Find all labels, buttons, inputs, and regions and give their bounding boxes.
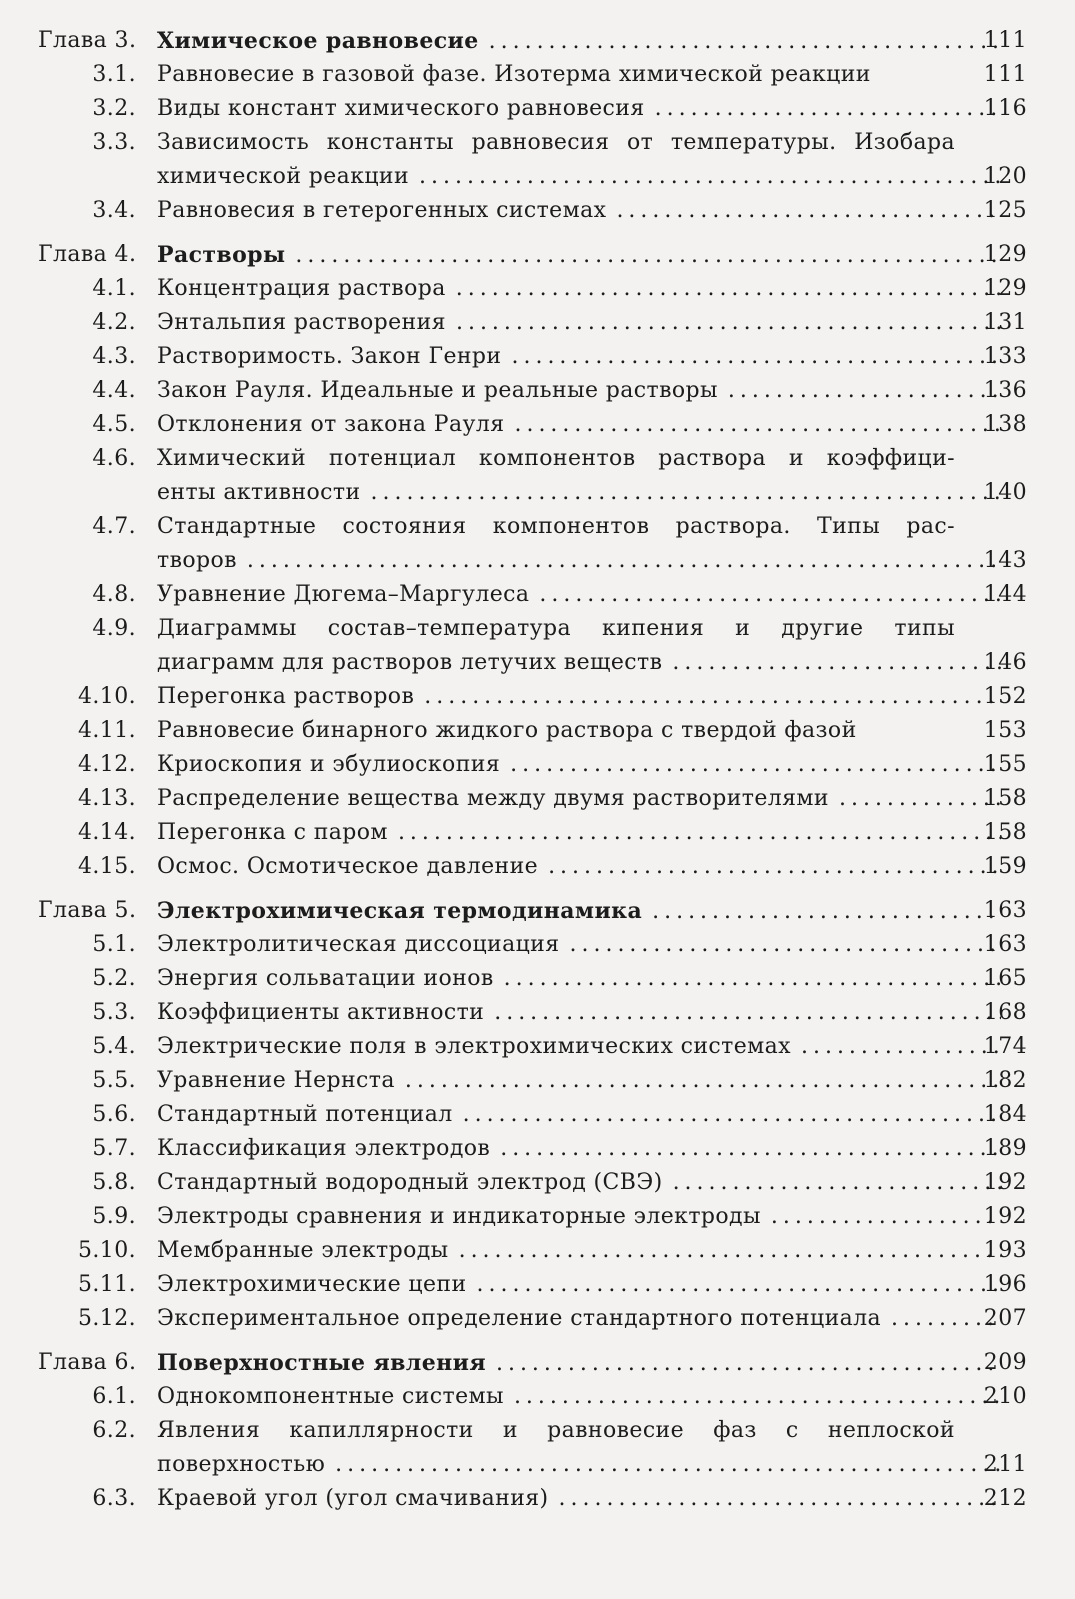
page-number: 174: [983, 1034, 1027, 1059]
entry-title: Электрохимические цепи: [157, 1272, 467, 1297]
toc-section-entry: [0, 340, 1075, 374]
entry-number: 4.9.: [92, 616, 136, 641]
toc-section-entry: [0, 1482, 1075, 1516]
entry-number: 5.3.: [92, 1000, 136, 1025]
toc-chapter-entry: [0, 1346, 1075, 1380]
toc-section-entry: [0, 782, 1075, 816]
page-number: 168: [983, 1000, 1027, 1025]
page-number: 189: [983, 1136, 1027, 1161]
entry-title-line: [157, 510, 955, 544]
dot-leader: [459, 1234, 1001, 1268]
page-number: 196: [983, 1272, 1027, 1297]
page-number: 129: [983, 242, 1027, 267]
dot-leader: [548, 850, 1001, 884]
dot-leader: [456, 272, 1001, 306]
entry-title-line: [157, 962, 1003, 996]
toc-section-entry: [0, 996, 1075, 1030]
entry-title-word: другие: [781, 616, 864, 641]
entry-title-word: раствора: [658, 446, 767, 471]
dot-leader: [570, 928, 1002, 962]
toc-section-entry: [0, 1166, 1075, 1200]
entry-title: Электролитическая диссоциация: [157, 932, 560, 957]
entry-title-line: [157, 92, 1003, 126]
entry-title-line: [157, 612, 955, 646]
dot-leader: [335, 1448, 1001, 1482]
toc-chapter-entry: [0, 24, 1075, 58]
entry-number: Глава 4.: [38, 242, 137, 267]
entry-title-line: [157, 1414, 955, 1448]
entry-title-line: [157, 306, 1003, 340]
entry-title-word: Химический: [157, 446, 307, 471]
toc-section-entry: [0, 748, 1075, 782]
page-number: 163: [983, 898, 1027, 923]
entry-title-line: [157, 1482, 1003, 1516]
entry-number: 4.12.: [78, 752, 136, 777]
entry-number: 6.2.: [92, 1418, 136, 1443]
dot-leader: [419, 160, 1001, 194]
toc-section-entry: [0, 928, 1075, 962]
entry-number: 5.1.: [92, 932, 136, 957]
page-number: 116: [983, 96, 1027, 121]
entry-title: творов: [157, 548, 237, 573]
entry-title-word: неплоской: [827, 1418, 955, 1443]
toc-section-entry: [0, 92, 1075, 126]
entry-title-line: [157, 928, 1003, 962]
toc-chapter-entry: [0, 238, 1075, 272]
entry-title: Равновесие в газовой фазе. Изотерма химической реакции: [157, 62, 871, 87]
entry-number: 5.5.: [92, 1068, 136, 1093]
dot-leader: [504, 962, 1001, 996]
entry-title-line: [157, 374, 1003, 408]
dot-leader: [771, 1200, 1001, 1234]
entry-number: Глава 3.: [38, 28, 137, 53]
entry-number: 5.9.: [92, 1204, 136, 1229]
toc-entry-continuation: [0, 476, 1075, 510]
toc-section-entry: [0, 1234, 1075, 1268]
entry-number: 4.11.: [78, 718, 136, 743]
entry-number: 4.6.: [92, 446, 136, 471]
entry-title-line: [157, 24, 1003, 59]
entry-title-word: с: [785, 1418, 799, 1443]
entry-title-line: [157, 1166, 1003, 1200]
entry-title-line: [157, 894, 1003, 929]
page-number: 212: [983, 1486, 1027, 1511]
toc-section-entry: [0, 1268, 1075, 1302]
entry-title-word: Зависимость: [157, 130, 310, 155]
entry-number: 4.2.: [92, 310, 136, 335]
toc-chapter-entry: [0, 894, 1075, 928]
entry-title-word: температуры.: [670, 130, 837, 155]
entry-number: 5.2.: [92, 966, 136, 991]
entry-title-line: [157, 1302, 1003, 1336]
page-number: 129: [983, 276, 1027, 301]
dot-leader: [494, 996, 1001, 1030]
page-number: 210: [983, 1384, 1027, 1409]
entry-title-word: рас-: [906, 514, 955, 539]
entry-title-line: [157, 996, 1003, 1030]
entry-title-line: [157, 194, 1003, 228]
entry-title: Растворы: [157, 242, 286, 268]
entry-title-word: и: [788, 446, 804, 471]
dot-leader: [247, 544, 1001, 578]
page-number: 211: [983, 1452, 1027, 1477]
toc-section-entry: [0, 1302, 1075, 1336]
page-number: 192: [983, 1204, 1027, 1229]
entry-title: Мембранные электроды: [157, 1238, 449, 1263]
entry-title: Закон Рауля. Идеальные и реальные растворы: [157, 378, 718, 403]
entry-title-line: [157, 578, 1003, 612]
entry-number: 3.4.: [92, 198, 136, 223]
toc-section-entry: [0, 510, 1075, 544]
page-number: 125: [983, 198, 1027, 223]
page-number: 143: [983, 548, 1027, 573]
page-number: 182: [983, 1068, 1027, 1093]
entry-title: Краевой угол (угол смачивания): [157, 1486, 549, 1511]
dot-leader: [672, 646, 1001, 680]
entry-number: 3.3.: [92, 130, 136, 155]
entry-title: Растворимость. Закон Генри: [157, 344, 502, 369]
entry-title: Классификация электродов: [157, 1136, 491, 1161]
toc-section-entry: [0, 194, 1075, 228]
entry-title-line: [157, 850, 1003, 884]
toc-section-entry: [0, 962, 1075, 996]
toc-section-entry: [0, 1098, 1075, 1132]
entry-title-word: типы: [894, 616, 955, 641]
entry-title: Коэффициенты активности: [157, 1000, 485, 1025]
entry-number: 4.8.: [92, 582, 136, 607]
entry-title: Поверхностные явления: [157, 1350, 486, 1376]
toc-section-entry: [0, 816, 1075, 850]
entry-title-line: [157, 816, 1003, 850]
page-number: 184: [983, 1102, 1027, 1127]
dot-leader: [514, 408, 1001, 442]
dot-leader: [500, 1132, 1001, 1166]
entry-title-line: [157, 782, 1003, 816]
page-number: 158: [983, 820, 1027, 845]
entry-title-line: [157, 748, 1003, 782]
dot-leader: [514, 1380, 1001, 1414]
toc-entry-continuation: [0, 1448, 1075, 1482]
page-number: 140: [983, 480, 1027, 505]
entry-number: 3.2.: [92, 96, 136, 121]
page-number: 133: [983, 344, 1027, 369]
entry-title: Энтальпия растворения: [157, 310, 446, 335]
page-number: 152: [983, 684, 1027, 709]
page-number: 146: [983, 650, 1027, 675]
entry-title-word: состояния: [342, 514, 467, 539]
entry-number: 4.7.: [92, 514, 136, 539]
toc-section-entry: [0, 1030, 1075, 1064]
toc-section-entry: [0, 578, 1075, 612]
dot-leader: [405, 1064, 1001, 1098]
dot-leader: [539, 578, 1001, 612]
entry-title: диаграмм для растворов летучих веществ: [157, 650, 663, 675]
entry-title-word: компонентов: [478, 446, 636, 471]
entry-title-line: [157, 238, 1003, 273]
entry-number: 5.8.: [92, 1170, 136, 1195]
entry-title-line: [157, 476, 1003, 510]
entry-number: 4.10.: [78, 684, 136, 709]
entry-title: Электрические поля в электрохимических системах: [157, 1034, 791, 1059]
entry-title: Криоскопия и эбулиоскопия: [157, 752, 501, 777]
entry-title-line: [157, 340, 1003, 374]
entry-title: химической реакции: [157, 164, 410, 189]
entry-title: Уравнение Дюгема–Маргулеса: [157, 582, 530, 607]
entry-title-word: равновесия: [471, 130, 610, 155]
entry-title-word: и: [735, 616, 751, 641]
entry-number: 3.1.: [92, 62, 136, 87]
entry-title-word: кипения: [602, 616, 705, 641]
page-number: 165: [983, 966, 1027, 991]
entry-title-line: [157, 544, 1003, 578]
entry-title: Отклонения от закона Рауля: [157, 412, 505, 437]
page-number: 209: [983, 1350, 1027, 1375]
entry-number: 4.1.: [92, 276, 136, 301]
page-number: 120: [983, 164, 1027, 189]
dot-leader: [673, 1166, 1001, 1200]
entry-title-word: потенциал: [328, 446, 457, 471]
dot-leader: [559, 1482, 1001, 1516]
entry-title: Электрохимическая термодинамика: [157, 898, 643, 924]
page-number: 138: [983, 412, 1027, 437]
toc-section-entry: [0, 680, 1075, 714]
toc-section-entry: [0, 1414, 1075, 1448]
page-number: 163: [983, 932, 1027, 957]
page-number: 192: [983, 1170, 1027, 1195]
entry-title-line: [157, 1380, 1003, 1414]
entry-title-line: [157, 680, 1003, 714]
entry-number: 4.13.: [78, 786, 136, 811]
dot-leader: [398, 816, 1001, 850]
toc-entry-continuation: [0, 544, 1075, 578]
entry-number: 5.7.: [92, 1136, 136, 1161]
dot-leader: [463, 1098, 1001, 1132]
entry-title-word: раствора.: [675, 514, 791, 539]
dot-leader: [295, 239, 1001, 273]
entry-title-word: фаз: [713, 1418, 757, 1443]
entry-title-word: от: [627, 130, 654, 155]
entry-title-word: Диаграммы: [157, 616, 297, 641]
toc-section-entry: [0, 714, 1075, 748]
entry-number: 5.12.: [78, 1306, 136, 1331]
entry-title: Стандартный водородный электрод (СВЭ): [157, 1170, 663, 1195]
dot-leader: [616, 194, 1001, 228]
entry-number: 4.14.: [78, 820, 136, 845]
page-number: 136: [983, 378, 1027, 403]
entry-title-line: [157, 1346, 1003, 1381]
dot-leader: [489, 25, 1001, 59]
toc-section-entry: [0, 58, 1075, 92]
entry-title: Равновесия в гетерогенных системах: [157, 198, 607, 223]
entry-title: енты активности: [157, 480, 361, 505]
toc-entry-continuation: [0, 646, 1075, 680]
toc-section-entry: [0, 1200, 1075, 1234]
toc-section-entry: [0, 1064, 1075, 1098]
page-number: 131: [983, 310, 1027, 335]
entry-number: 4.3.: [92, 344, 136, 369]
entry-title: Равновесие бинарного жидкого раствора с твердой фазой: [157, 718, 857, 743]
entry-title-word: состав–температура: [327, 616, 571, 641]
page-number: 153: [983, 718, 1027, 743]
dot-leader: [511, 340, 1001, 374]
dot-leader: [801, 1030, 1001, 1064]
entry-number: 5.6.: [92, 1102, 136, 1127]
toc-section-entry: [0, 272, 1075, 306]
entry-title-line: [157, 442, 955, 476]
dot-leader: [728, 374, 1001, 408]
entry-title: Перегонка растворов: [157, 684, 415, 709]
dot-leader: [477, 1268, 1001, 1302]
page-number: 144: [983, 582, 1027, 607]
page-number: 193: [983, 1238, 1027, 1263]
entry-title: Химическое равновесие: [157, 28, 479, 54]
dot-leader: [371, 476, 1001, 510]
toc-section-entry: [0, 1380, 1075, 1414]
entry-title-word: константы: [326, 130, 454, 155]
page-number: 111: [983, 62, 1027, 87]
entry-title-line: [157, 714, 1003, 748]
entry-title: Стандартный потенциал: [157, 1102, 453, 1127]
entry-title: Электроды сравнения и индикаторные электроды: [157, 1204, 761, 1229]
entry-title: Экспериментальное определение стандартного потенциала: [157, 1306, 882, 1331]
entry-title-word: равновесие: [547, 1418, 685, 1443]
entry-number: Глава 5.: [38, 898, 137, 923]
entry-number: 5.4.: [92, 1034, 136, 1059]
toc-section-entry: [0, 850, 1075, 884]
page-number: 158: [983, 786, 1027, 811]
entry-title-line: [157, 1268, 1003, 1302]
entry-title-word: Изобара: [854, 130, 955, 155]
entry-title-word: и: [502, 1418, 518, 1443]
dot-leader: [839, 782, 1001, 816]
entry-number: 6.3.: [92, 1486, 136, 1511]
entry-title-word: Явления: [157, 1418, 261, 1443]
entry-number: 5.10.: [78, 1238, 136, 1263]
entry-title: Перегонка с паром: [157, 820, 388, 845]
toc-section-entry: [0, 1132, 1075, 1166]
entry-title-line: [157, 646, 1003, 680]
dot-leader: [510, 748, 1001, 782]
entry-title: Концентрация раствора: [157, 276, 446, 301]
entry-number: Глава 6.: [38, 1350, 137, 1375]
entry-number: 5.11.: [78, 1272, 136, 1297]
page-number: 155: [983, 752, 1027, 777]
entry-title-line: [157, 1234, 1003, 1268]
entry-title: Виды констант химического равновесия: [157, 96, 645, 121]
dot-leader: [456, 306, 1001, 340]
page-number: 111: [983, 28, 1027, 53]
entry-title-line: [157, 272, 1003, 306]
entry-title-line: [157, 1030, 1003, 1064]
entry-title-line: [157, 58, 1003, 92]
page-number: 159: [983, 854, 1027, 879]
entry-title-line: [157, 408, 1003, 442]
toc-entry-continuation: [0, 160, 1075, 194]
entry-title-word: капиллярности: [289, 1418, 474, 1443]
entry-number: 6.1.: [92, 1384, 136, 1409]
dot-leader: [652, 895, 1001, 929]
entry-number: 4.5.: [92, 412, 136, 437]
entry-title-word: компонентов: [492, 514, 650, 539]
toc-section-entry: [0, 442, 1075, 476]
entry-title: Энергия сольватации ионов: [157, 966, 494, 991]
entry-title-line: [157, 1448, 1003, 1482]
toc-section-entry: [0, 126, 1075, 160]
entry-title-word: коэффици-: [826, 446, 955, 471]
entry-title-line: [157, 1200, 1003, 1234]
entry-title-line: [157, 1064, 1003, 1098]
dot-leader: [424, 680, 1001, 714]
entry-number: 4.15.: [78, 854, 136, 879]
entry-title: Осмос. Осмотическое давление: [157, 854, 539, 879]
entry-title-word: Типы: [817, 514, 881, 539]
dot-leader: [496, 1347, 1001, 1381]
entry-title: Уравнение Нернста: [157, 1068, 395, 1093]
toc-section-entry: [0, 612, 1075, 646]
entry-title: поверхностью: [157, 1452, 326, 1477]
toc-section-entry: [0, 306, 1075, 340]
entry-title: Однокомпонентные системы: [157, 1384, 504, 1409]
toc-section-entry: [0, 408, 1075, 442]
entry-title-line: [157, 126, 955, 160]
entry-title: Распределение вещества между двумя растворителями: [157, 786, 829, 811]
entry-title-word: Стандартные: [157, 514, 317, 539]
dot-leader: [655, 92, 1001, 126]
toc-section-entry: [0, 374, 1075, 408]
entry-number: 4.4.: [92, 378, 136, 403]
entry-title-line: [157, 1132, 1003, 1166]
entry-title-line: [157, 160, 1003, 194]
entry-title-line: [157, 1098, 1003, 1132]
page-number: 207: [983, 1306, 1027, 1331]
